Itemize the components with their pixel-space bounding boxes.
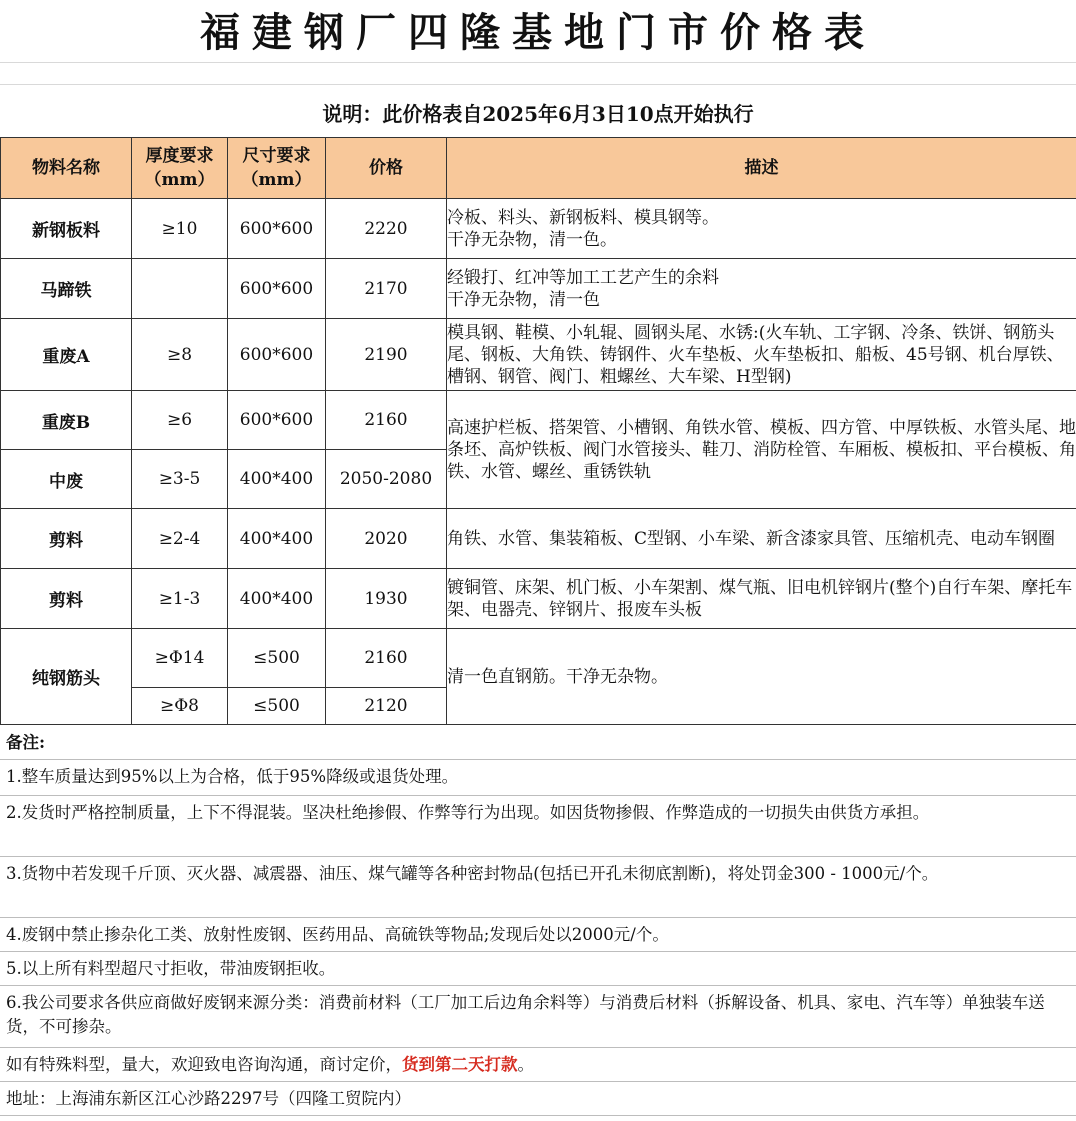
description: 角铁、水管、集装箱板、C型钢、小车梁、新含漆家具管、压缩机壳、电动车钢圈 <box>447 509 1076 569</box>
table-row <box>1 391 1076 450</box>
price: 2220 <box>326 199 447 259</box>
size: 400*400 <box>228 569 326 629</box>
thickness: ≥8 <box>132 319 228 391</box>
table-row <box>1 259 1076 319</box>
description: 镀铜管、床架、机门板、小车架割、煤气瓶、旧电机锌钢片(整个)自行车架、摩托车架、电器壳、锌钢片、报废车头板 <box>447 569 1076 629</box>
price: 2020 <box>326 509 447 569</box>
size: 400*400 <box>228 450 326 509</box>
remark-item: 3.货物中若发现千斤顶、灭火器、减震器、油压、煤气罐等各种密封物品(包括已开孔未彻底割断)，将处罚金300 - 1000元/个。 <box>0 857 1076 918</box>
header-name: 物料名称 <box>1 138 132 199</box>
size: 400*400 <box>228 509 326 569</box>
price: 2120 <box>326 688 447 725</box>
material-name: 马蹄铁 <box>1 259 132 319</box>
spacer-row <box>0 62 1076 85</box>
size: 600*600 <box>228 199 326 259</box>
price: 2160 <box>326 391 447 450</box>
header-thickness: 厚度要求 （mm） <box>132 138 228 199</box>
material-name: 纯钢筋头 <box>1 629 132 725</box>
table-row <box>1 509 1076 569</box>
size: 600*600 <box>228 391 326 450</box>
thickness: ≥Φ8 <box>132 688 228 725</box>
description: 清一色直钢筋。干净无杂物。 <box>447 629 1076 725</box>
thickness: ≥3-5 <box>132 450 228 509</box>
thickness: ≥2-4 <box>132 509 228 569</box>
price: 2160 <box>326 629 447 688</box>
size: 600*600 <box>228 259 326 319</box>
material-name: 重废B <box>1 391 132 450</box>
price-table <box>0 137 1076 725</box>
size: ≤500 <box>228 629 326 688</box>
size: 600*600 <box>228 319 326 391</box>
page-title: 福建钢厂四隆基地门市价格表 <box>0 0 1076 63</box>
remark-item: 2.发货时严格控制质量，上下不得混装。坚决杜绝掺假、作弊等行为出现。如因货物掺假、作弊造成的一切损失由供货方承担。 <box>0 796 1076 857</box>
table-row <box>1 199 1076 259</box>
remark-item: 5.以上所有料型超尺寸拒收，带油废钢拒收。 <box>0 952 1076 986</box>
contact-end: 。 <box>517 1055 534 1074</box>
price: 2170 <box>326 259 447 319</box>
price: 2190 <box>326 319 447 391</box>
table-row <box>1 319 1076 391</box>
material-name: 新钢板料 <box>1 199 132 259</box>
description: 高速护栏板、搭架管、小槽钢、角铁水管、模板、四方管、中厚铁板、水管头尾、地条坯、高炉铁板、阀门水管接头、鞋刀、消防栓管、车厢板、模板扣、平台模板、角铁、水管、螺丝、重锈铁轨 <box>447 391 1076 509</box>
description: 模具钢、鞋模、小轧辊、圆钢头尾、水锈:(火车轨、工字钢、冷条、铁饼、钢筋头尾、钢板、大角铁、铸钢件、火车垫板、火车垫板扣、船板、45号钢、机台厚铁、槽钢、钢管、阀门、粗螺丝、大车梁、H型钢) <box>447 319 1076 391</box>
payment-highlight: 货到第二天打款 <box>402 1055 518 1074</box>
thickness: ≥Φ14 <box>132 629 228 688</box>
remarks-heading: 备注: <box>0 724 1076 760</box>
size: ≤500 <box>228 688 326 725</box>
thickness: ≥10 <box>132 199 228 259</box>
address-line: 地址：上海浦东新区江心沙路2297号（四隆工贸院内） <box>0 1082 1076 1116</box>
material-name: 剪料 <box>1 569 132 629</box>
remark-item: 1.整车质量达到95%以上为合格，低于95%降级或退货处理。 <box>0 760 1076 796</box>
table-row <box>1 629 1076 688</box>
remarks-section <box>0 724 1076 1116</box>
contact-line <box>0 1048 1076 1082</box>
contact-text: 如有特殊料型，量大，欢迎致电咨询沟通，商讨定价， <box>6 1055 402 1074</box>
material-name: 重废A <box>1 319 132 391</box>
remark-item: 4.废钢中禁止掺杂化工类、放射性废钢、医药用品、高硫铁等物品;发现后处以2000元/个。 <box>0 918 1076 952</box>
header-size: 尺寸要求 （mm） <box>228 138 326 199</box>
remark-item: 6.我公司要求各供应商做好废钢来源分类：消费前材料（工厂加工后边角余料等）与消费后材料（拆解设备、机具、家电、汽车等）单独装车送货，不可掺杂。 <box>0 986 1076 1048</box>
material-name: 中废 <box>1 450 132 509</box>
description: 经锻打、红冲等加工工艺产生的余料 干净无杂物，清一色 <box>447 259 1076 319</box>
header-price: 价格 <box>326 138 447 199</box>
thickness: ≥1-3 <box>132 569 228 629</box>
effective-date-notice: 说明：此价格表自2025年6月3日10点开始执行 <box>322 102 754 126</box>
thickness <box>132 259 228 319</box>
price: 2050-2080 <box>326 450 447 509</box>
table-header-row <box>1 138 1076 199</box>
description: 冷板、料头、新钢板料、模具钢等。 干净无杂物，清一色。 <box>447 199 1076 259</box>
thickness: ≥6 <box>132 391 228 450</box>
table-row <box>1 569 1076 629</box>
material-name: 剪料 <box>1 509 132 569</box>
header-desc: 描述 <box>447 138 1076 199</box>
price: 1930 <box>326 569 447 629</box>
